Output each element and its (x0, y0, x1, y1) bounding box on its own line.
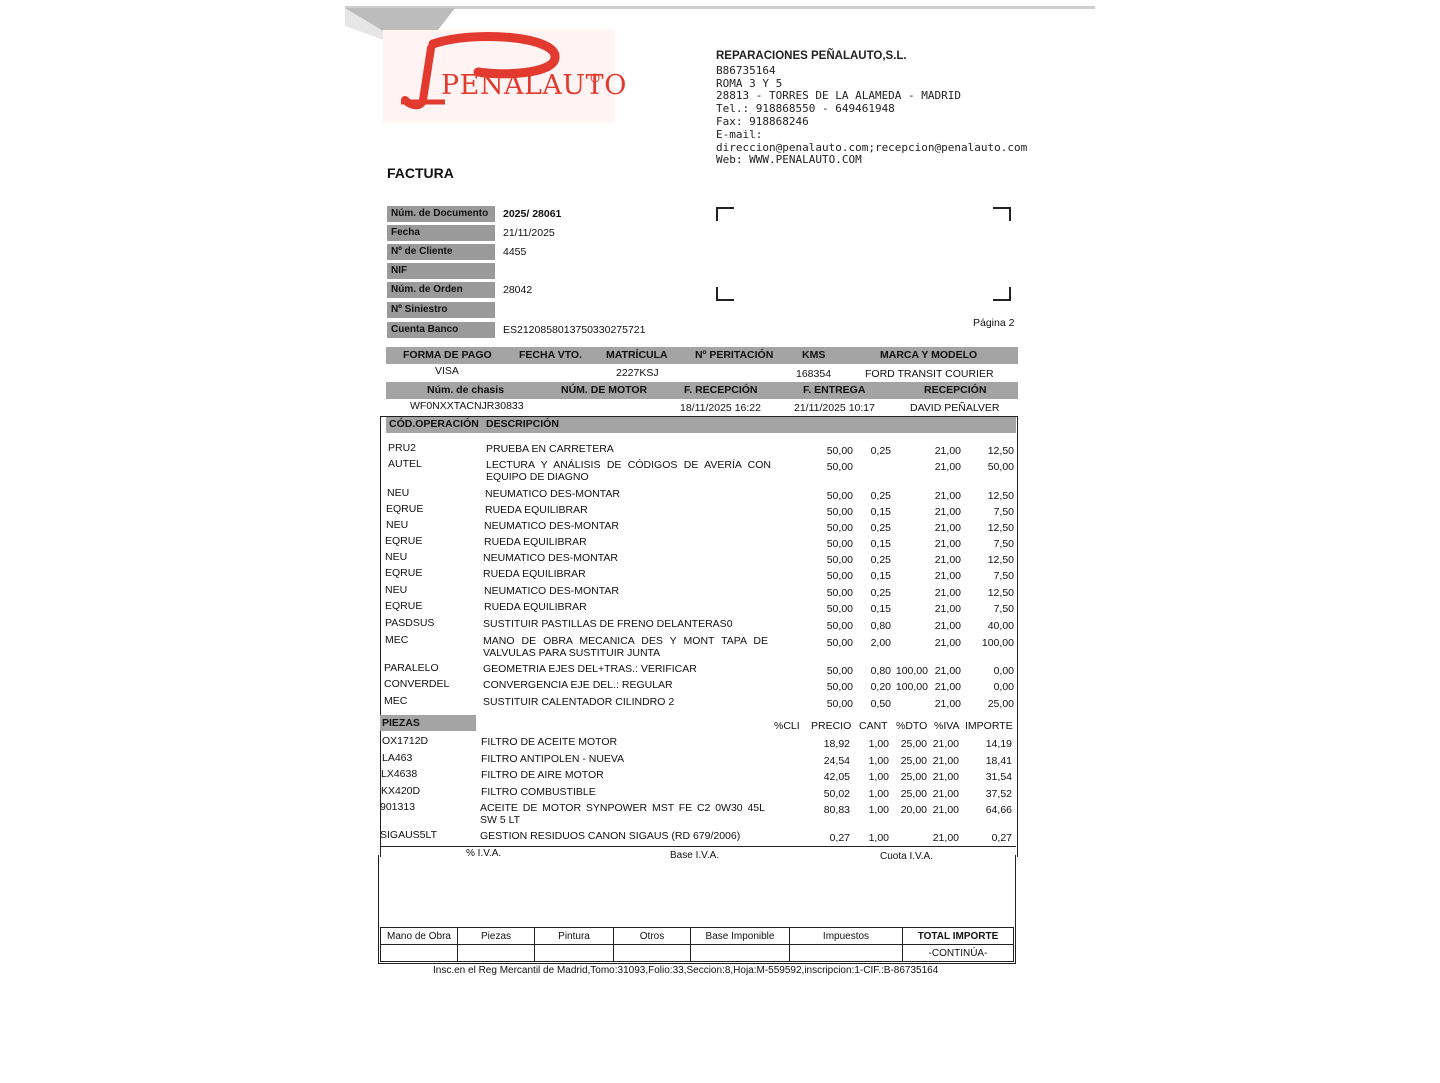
company-web: Web: WWW.PENALAUTO.COM (716, 153, 862, 167)
part-cant: 1,00 (868, 771, 889, 783)
header-cod-operacion: CÓD.OPERACIÓN (389, 418, 479, 430)
operation-precio: 50,00 (826, 554, 853, 566)
totals-header-otros: Otros (614, 928, 691, 945)
totals-table (380, 927, 1014, 962)
operation-description: LECTURA Y ANÁLISIS DE CÓDIGOS DE AVERÍA CON EQUIPO DE DIAGNO (486, 459, 771, 483)
part-importe: 64,66 (985, 804, 1012, 816)
totals-pintura (535, 945, 614, 962)
value-num-orden: 28042 (503, 284, 533, 296)
value-kms: 168354 (796, 368, 832, 380)
operation-cant: 0,15 (870, 506, 891, 518)
window-corner-tr (993, 207, 1011, 221)
operation-description: CONVERGENCIA EJE DEL.: REGULAR (483, 679, 673, 691)
header-motor: NÚM. DE MOTOR (561, 384, 648, 396)
operation-description: GEOMETRIA EJES DEL+TRAS.: VERIFICAR (483, 663, 697, 675)
header-chasis: Núm. de chasis (427, 384, 505, 396)
label-pct-iva: % I.V.A. (466, 848, 502, 859)
part-iva: 21,00 (932, 755, 959, 767)
operation-cant: 0,25 (870, 522, 891, 534)
operation-precio: 50,00 (826, 538, 853, 550)
operation-cant: 2,00 (870, 637, 891, 649)
operation-iva: 21,00 (934, 620, 961, 632)
operation-cant: 0,15 (870, 538, 891, 550)
totals-header-total-importe: TOTAL IMPORTE (903, 928, 1014, 945)
operation-importe: 0,00 (993, 681, 1014, 693)
operation-importe: 7,50 (993, 538, 1014, 550)
operation-precio: 50,00 (826, 603, 853, 615)
header-descripcion: DESCRIPCIÓN (486, 418, 559, 430)
operation-description: NEUMATICO DES-MONTAR (484, 520, 619, 532)
operation-description: NEUMATICO DES-MONTAR (484, 585, 619, 597)
operation-code: CONVERDEL (384, 678, 450, 690)
operation-importe: 12,50 (987, 490, 1014, 502)
operation-precio: 50,00 (826, 506, 853, 518)
totals-total-importe: -CONTINÚA- (903, 945, 1014, 962)
operation-iva: 21,00 (934, 445, 961, 457)
label-num-documento: Núm. de Documento (387, 206, 495, 222)
operation-importe: 12,50 (987, 445, 1014, 457)
label-siniestro: Nº Siniestro (387, 302, 495, 318)
header-cant: CANT (859, 720, 888, 732)
part-code: LX4638 (381, 768, 418, 780)
header-precio: PRECIO (811, 720, 852, 732)
header-fecha-vto: FECHA VTO. (519, 349, 583, 361)
header-pct-dto: %DTO (896, 720, 928, 732)
totals-otros (614, 945, 691, 962)
operation-code: AUTEL (388, 458, 422, 470)
operation-cant: 0,80 (870, 665, 891, 677)
operation-importe: 7,50 (993, 570, 1014, 582)
operation-cant: 0,25 (870, 490, 891, 502)
value-num-documento: 2025/ 28061 (503, 208, 562, 220)
operation-importe: 100,00 (981, 637, 1014, 649)
totals-impuestos (790, 945, 903, 962)
value-cuenta-banco: ES2120858013750330275721 (503, 324, 646, 336)
operation-iva: 21,00 (934, 570, 961, 582)
value-recepcion: DAVID PEÑALVER (910, 402, 1000, 414)
part-description: FILTRO ANTIPOLEN - NUEVA (481, 753, 625, 765)
operation-description: RUEDA EQUILIBRAR (485, 504, 588, 516)
operation-iva: 21,00 (934, 522, 961, 534)
part-description: GESTION RESIDUOS CANON SIGAUS (RD 679/2006) (480, 830, 741, 842)
operation-code: PRU2 (388, 442, 417, 454)
value-matricula: 2227KSJ (616, 367, 659, 379)
label-fecha: Fecha (387, 225, 495, 241)
totals-header-pintura: Pintura (535, 928, 614, 945)
operation-importe: 50,00 (987, 461, 1014, 473)
operation-code: NEU (386, 519, 409, 531)
operation-code: NEU (385, 584, 408, 596)
operation-description: MANO DE OBRA MECANICA DES Y MONT TAPA DE VALVULAS PARA SUSTITUIR JUNTA (483, 635, 768, 659)
operation-iva: 21,00 (934, 506, 961, 518)
operation-importe: 12,50 (987, 522, 1014, 534)
totals-piezas (458, 945, 535, 962)
window-corner-tl (716, 207, 734, 221)
totals-header-piezas: Piezas (458, 928, 535, 945)
operation-iva: 21,00 (934, 461, 961, 473)
part-code: KX420D (381, 785, 421, 797)
operation-precio: 50,00 (826, 681, 853, 693)
operation-dto: 100,00 (895, 665, 928, 677)
value-forma-pago: VISA (435, 365, 459, 377)
part-precio: 0,27 (829, 832, 850, 844)
window-corner-br (993, 287, 1011, 301)
part-importe: 14,19 (985, 738, 1012, 750)
operation-code: EQRUE (386, 503, 424, 515)
operation-importe: 0,00 (993, 665, 1014, 677)
part-description: FILTRO DE ACEITE MOTOR (481, 736, 618, 748)
operation-iva: 21,00 (934, 538, 961, 550)
part-precio: 24,54 (823, 755, 850, 767)
value-marca-modelo: FORD TRANSIT COURIER (865, 368, 994, 380)
totals-mano-obra (381, 945, 458, 962)
operation-iva: 21,00 (934, 587, 961, 599)
label-num-orden: Núm. de Orden (387, 282, 495, 298)
company-tel: Tel.: 918868550 - 649461948 (716, 102, 895, 116)
company-email: direccion@penalauto.com;recepcion@penalauto.com (716, 140, 1028, 154)
part-code: OX1712D (382, 735, 429, 747)
operation-iva: 21,00 (934, 681, 961, 693)
operation-code: EQRUE (385, 535, 423, 547)
header-peritacion: Nº PERITACIÓN (695, 349, 774, 361)
part-iva: 21,00 (932, 738, 959, 750)
registry-footer: Insc.en el Reg Mercantil de Madrid,Tomo:31093,Folio:33,Seccion:8,Hoja:M-559592,inscripcion:1-CIF.:B-86735164 (433, 965, 939, 976)
header-pct-iva: %IVA (934, 720, 960, 732)
part-code: SIGAUS5LT (380, 829, 437, 841)
header-kms: KMS (802, 349, 826, 361)
totals-header-mano-obra: Mano de Obra (381, 928, 458, 945)
part-precio: 18,92 (823, 738, 850, 750)
value-f-entrega: 21/11/2025 10:17 (794, 402, 875, 414)
company-name: REPARACIONES PEÑALAUTO,S.L. (716, 50, 907, 62)
operation-cant: 0,80 (870, 620, 891, 632)
company-address1: ROMA 3 Y 5 (716, 76, 783, 90)
operation-importe: 7,50 (993, 603, 1014, 615)
label-cuota-iva: Cuota I.V.A. (880, 851, 933, 862)
operation-description: SUSTITUIR CALENTADOR CILINDRO 2 (483, 696, 675, 708)
part-dto: 20,00 (900, 804, 927, 816)
part-code: 901313 (380, 801, 416, 813)
operation-code: EQRUE (385, 600, 423, 612)
header-matricula: MATRÍCULA (606, 349, 668, 361)
operation-dto: 100,00 (895, 681, 928, 693)
operation-precio: 50,00 (826, 698, 853, 710)
operation-description: SUSTITUIR PASTILLAS DE FRENO DELANTERAS0 (483, 618, 733, 630)
operation-cant: 0,25 (870, 587, 891, 599)
operation-description: RUEDA EQUILIBRAR (483, 568, 586, 580)
operation-cant: 0,15 (870, 603, 891, 615)
doc-title: FACTURA (387, 165, 454, 181)
operation-precio: 50,00 (826, 490, 853, 502)
info-header-bar-2 (386, 382, 1018, 399)
part-cant: 1,00 (868, 804, 889, 816)
operation-importe: 40,00 (987, 620, 1014, 632)
operation-code: MEC (385, 634, 409, 646)
part-importe: 31,54 (985, 771, 1012, 783)
operation-iva: 21,00 (934, 665, 961, 677)
logo-text: PEÑALAUTO (441, 70, 627, 101)
info-header-bar-1 (386, 347, 1018, 364)
value-f-recepcion: 18/11/2025 16:22 (680, 402, 761, 414)
iva-divider (380, 846, 1016, 847)
part-precio: 42,05 (823, 771, 850, 783)
window-corner-bl (716, 287, 734, 301)
operation-code: MEC (384, 695, 408, 707)
operation-precio: 50,00 (826, 587, 853, 599)
operation-precio: 50,00 (826, 620, 853, 632)
part-precio: 80,83 (823, 804, 850, 816)
operation-precio: 50,00 (826, 461, 853, 473)
operation-description: PRUEBA EN CARRETERA (486, 443, 614, 455)
header-pct-cli: %CLI (774, 720, 800, 732)
operation-precio: 50,00 (826, 665, 853, 677)
operation-code: NEU (385, 551, 408, 563)
company-logo (383, 30, 627, 122)
page-number: Página 2 (973, 317, 1015, 329)
operation-iva: 21,00 (934, 637, 961, 649)
header-marca-modelo: MARCA Y MODELO (880, 349, 978, 361)
part-description: ACEITE DE MOTOR SYNPOWER MST FE C2 0W30 45L SW 5 LT (480, 802, 765, 826)
operation-cant: 0,25 (870, 554, 891, 566)
header-f-entrega: F. ENTREGA (803, 384, 866, 396)
part-dto: 25,00 (900, 755, 927, 767)
operation-importe: 12,50 (987, 554, 1014, 566)
operation-code: EQRUE (385, 567, 423, 579)
part-cant: 1,00 (868, 755, 889, 767)
totals-header-impuestos: Impuestos (790, 928, 903, 945)
label-nif: NIF (387, 263, 495, 279)
operation-description: NEUMATICO DES-MONTAR (483, 552, 618, 564)
part-cant: 1,00 (868, 738, 889, 750)
company-fax: Fax: 918868246 (716, 114, 809, 128)
part-iva: 21,00 (932, 788, 959, 800)
operation-code: PARALELO (384, 662, 439, 674)
header-forma-pago: FORMA DE PAGO (403, 349, 492, 361)
operation-cant: 0,20 (870, 681, 891, 693)
header-f-recepcion: F. RECEPCIÓN (684, 384, 758, 396)
operation-description: RUEDA EQUILIBRAR (484, 536, 587, 548)
operation-importe: 12,50 (987, 587, 1014, 599)
part-code: LA463 (382, 752, 413, 764)
operation-description: RUEDA EQUILIBRAR (484, 601, 587, 613)
part-dto: 25,00 (900, 738, 927, 750)
operation-code: NEU (387, 487, 410, 499)
part-description: FILTRO DE AIRE MOTOR (481, 769, 604, 781)
operations-header-bar (386, 417, 1016, 433)
company-address2: 28813 - TORRES DE LA ALAMEDA - MADRID (716, 89, 962, 103)
company-email-label: E-mail: (716, 127, 763, 141)
operation-cant: 0,15 (870, 570, 891, 582)
operation-iva: 21,00 (934, 554, 961, 566)
operation-code: PASDSUS (385, 617, 435, 629)
operation-importe: 25,00 (987, 698, 1014, 710)
part-cant: 1,00 (868, 832, 889, 844)
part-cant: 1,00 (868, 788, 889, 800)
totals-base-imponible (691, 945, 790, 962)
value-fecha: 21/11/2025 (503, 227, 555, 239)
part-iva: 21,00 (932, 771, 959, 783)
part-description: FILTRO COMBUSTIBLE (481, 786, 596, 798)
part-dto: 25,00 (900, 771, 927, 783)
company-cif: B86735164 (716, 63, 776, 77)
operation-cant: 0,50 (870, 698, 891, 710)
part-dto: 25,00 (900, 788, 927, 800)
part-iva: 21,00 (932, 832, 959, 844)
label-base-iva: Base I.V.A. (670, 850, 720, 861)
operation-precio: 50,00 (826, 522, 853, 534)
operation-precio: 50,00 (826, 445, 853, 457)
label-cliente: Nº de Cliente (387, 244, 495, 260)
totals-header-base-imponible: Base Imponible (691, 928, 790, 945)
part-importe: 0,27 (991, 832, 1012, 844)
operation-cant: 0,25 (870, 445, 891, 457)
part-importe: 18,41 (985, 755, 1012, 767)
part-importe: 37,52 (985, 788, 1012, 800)
value-chasis: WF0NXXTACNJR30833 (410, 400, 524, 412)
operation-iva: 21,00 (934, 603, 961, 615)
header-piezas: PIEZAS (382, 717, 420, 729)
header-recepcion: RECEPCIÓN (924, 384, 987, 396)
operation-iva: 21,00 (934, 490, 961, 502)
label-cuenta-banco: Cuenta Banco (387, 322, 495, 338)
company-info (716, 50, 1027, 167)
operation-precio: 50,00 (826, 637, 853, 649)
operation-precio: 50,00 (826, 570, 853, 582)
value-cliente: 4455 (503, 246, 527, 258)
operation-description: NEUMATICO DES-MONTAR (485, 488, 620, 500)
header-importe: IMPORTE (965, 720, 1013, 732)
operation-iva: 21,00 (934, 698, 961, 710)
part-precio: 50,02 (823, 788, 850, 800)
operation-importe: 7,50 (993, 506, 1014, 518)
part-iva: 21,00 (932, 804, 959, 816)
